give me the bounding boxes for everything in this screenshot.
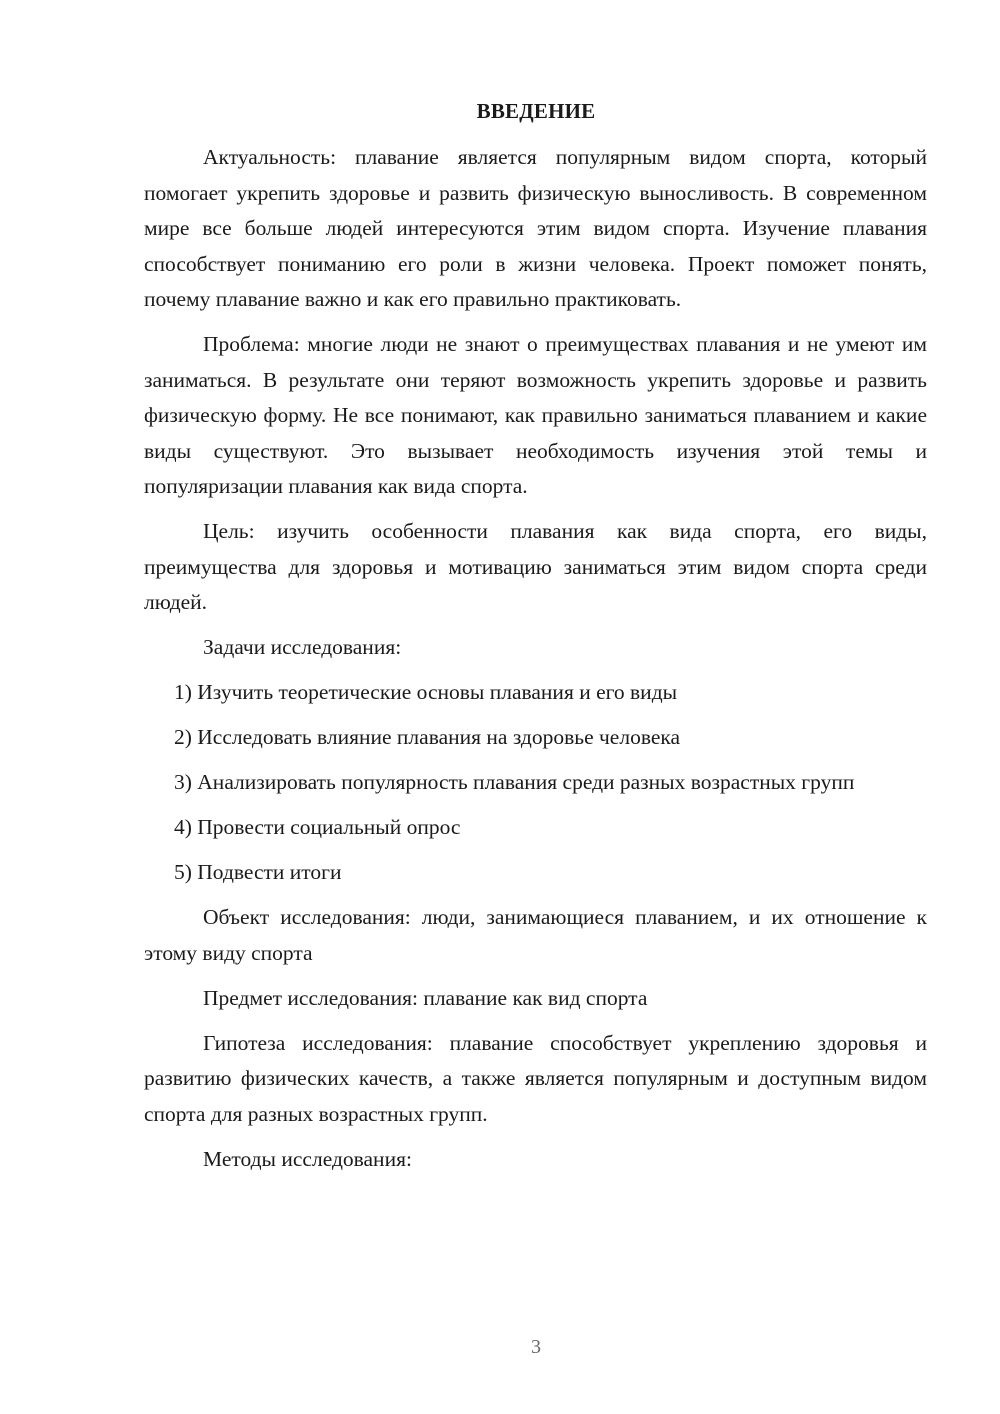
paragraph-goal: Цель: изучить особенности плавания как вида спорта, его виды, преимущества для здоровья и мотивацию заниматься этим видом спорта среди людей. (144, 519, 927, 614)
list-item: 3) Анализировать популярность плавания среди разных возрастных групп (174, 770, 855, 794)
document-body (144, 140, 927, 1187)
paragraph-hypothesis: Гипотеза исследования: плавание способствует укреплению здоровья и развитию физических качеств, а также является популярным и доступным видом спорта для разных возрастных групп. (144, 1030, 927, 1126)
paragraph-relevance: Актуальность: плавание является популярным видом спорта, который помогает укрепить здоровье и развить физическую выносливость. В современном мире все больше людей интересуются этим видом спорта. Изучение плавания способствует пониманию его роли в жизни человека. Проект поможет понять, почему плавание важно и как его правильно практиковать. (144, 145, 927, 311)
list-item: 5) Подвести итоги (174, 860, 342, 884)
paragraph-subject: Предмет исследования: плавание как вид спорта (203, 985, 648, 1010)
list-item: 2) Исследовать влияние плавания на здоровье человека (174, 725, 681, 749)
paragraph-methods: Методы исследования: (203, 1146, 412, 1171)
page-number: 3 (531, 1336, 541, 1358)
section-heading: ВВЕДЕНИЕ (476, 99, 596, 123)
paragraph-object: Объект исследования: люди, занимающиеся плаванием, и их отношение к этому виду спорта (144, 905, 927, 965)
paragraph-tasks-heading: Задачи исследования: (203, 635, 402, 659)
list-item: 4) Провести социальный опрос (174, 815, 461, 839)
paragraph-problem: Проблема: многие люди не знают о преимуществах плавания и не умеют им заниматься. В результате они теряют возможность укрепить здоровье и развить физическую форму. Не все понимают, как правильно заниматься плаванием и какие виды существуют. Это вызывает необходимость изучения этой темы и популяризации плавания как вида спорта. (144, 332, 927, 498)
list-item: 1) Изучить теоретические основы плавания и его виды (174, 680, 678, 704)
